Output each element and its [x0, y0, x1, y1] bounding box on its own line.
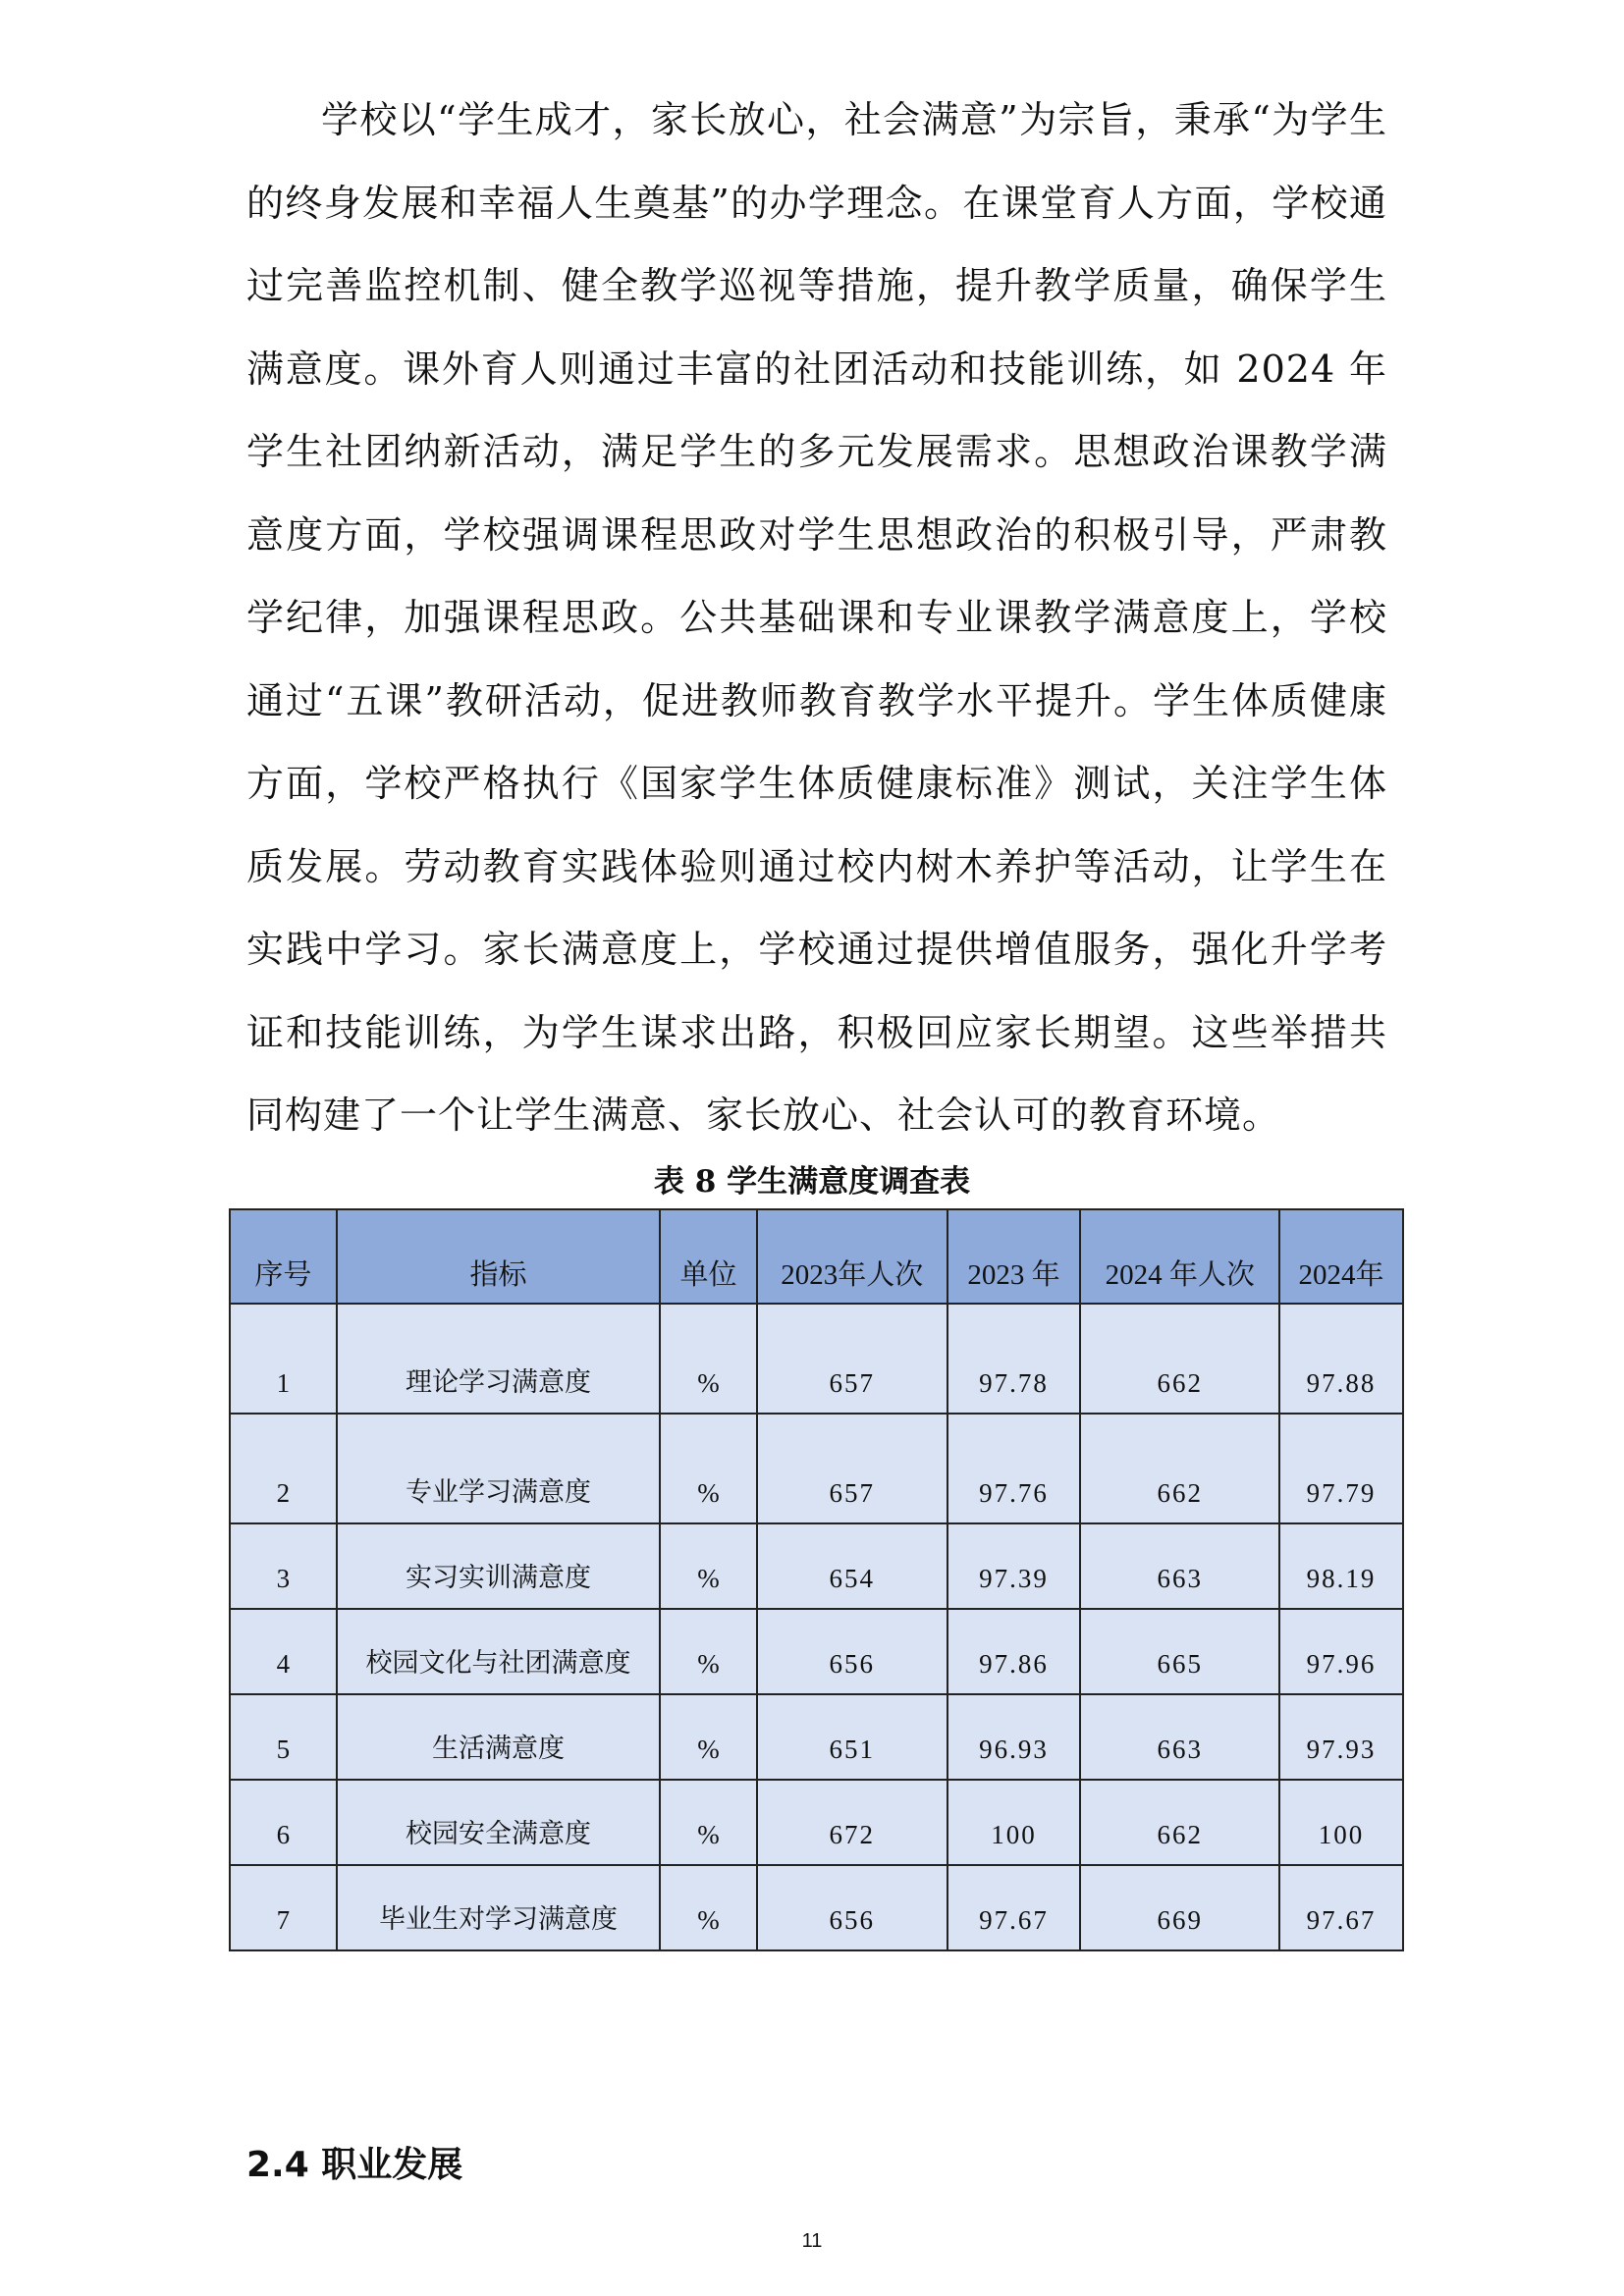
- cell-rate-2023: 97.39: [947, 1523, 1081, 1609]
- cell-indicator: 生活满意度: [337, 1694, 660, 1780]
- cell-rate-2023: 97.78: [947, 1304, 1081, 1414]
- table-row: [230, 1780, 1403, 1865]
- cell-count-2023: 672: [757, 1780, 947, 1865]
- satisfaction-table: [229, 1208, 1404, 1951]
- cell-rate-2023: 97.67: [947, 1865, 1081, 1950]
- cell-count-2023: 651: [757, 1694, 947, 1780]
- cell-rate-2023: 97.76: [947, 1414, 1081, 1523]
- cell-count-2024: 669: [1080, 1865, 1279, 1950]
- cell-unit: %: [660, 1414, 757, 1523]
- cell-count-2023: 657: [757, 1304, 947, 1414]
- table-header-row: [230, 1209, 1403, 1304]
- table-caption: 表 8 学生满意度调查表: [653, 1164, 971, 1200]
- cell-count-2023: 656: [757, 1865, 947, 1950]
- cell-no: 5: [230, 1694, 337, 1780]
- page-number: 11: [801, 2230, 823, 2252]
- cell-count-2024: 663: [1080, 1694, 1279, 1780]
- cell-count-2024: 663: [1080, 1523, 1279, 1609]
- cell-no: 6: [230, 1780, 337, 1865]
- header-unit: 单位: [660, 1209, 757, 1304]
- cell-indicator: 实习实训满意度: [337, 1523, 660, 1609]
- cell-rate-2024: 97.79: [1279, 1414, 1403, 1523]
- cell-count-2024: 662: [1080, 1304, 1279, 1414]
- header-count-2024: 2024 年人次: [1080, 1209, 1279, 1304]
- cell-count-2024: 662: [1080, 1414, 1279, 1523]
- cell-unit: %: [660, 1780, 757, 1865]
- cell-unit: %: [660, 1865, 757, 1950]
- table-row: [230, 1304, 1403, 1414]
- cell-unit: %: [660, 1694, 757, 1780]
- cell-indicator: 毕业生对学习满意度: [337, 1865, 660, 1950]
- cell-no: 2: [230, 1414, 337, 1523]
- body-paragraph: 学校以“学生成才，家长放心，社会满意”为宗旨，秉承“为学生的终身发展和幸福人生奠基”的办学理念。在课堂育人方面，学校通过完善监控机制、健全教学巡视等措施，提升教学质量，确保学生满意度。课外育人则通过丰富的社团活动和技能训练，如 2024 年学生社团纳新活动，满足学生的多元发展需求。思想政治课教学满意度方面，学校强调课程思政对学生思想政治的积极引导，严肃教学纪律，加强课程思政。公共基础课和专业课教学满意度上，学校通过“五课”教研活动，促进教师教育教学水平提升。学生体质健康方面，学校严格执行《国家学生体质健康标准》测试，关注学生体质发展。劳动教育实践体验则通过校内树木养护等活动，让学生在实践中学习。家长满意度上，学校通过提供增值服务，强化升学考证和技能训练，为学生谋求出路，积极回应家长期望。这些举措共同构建了一个让学生满意、家长放心、社会认可的教育环境。: [246, 98, 1387, 1137]
- cell-count-2023: 656: [757, 1609, 947, 1694]
- cell-rate-2024: 100: [1279, 1780, 1403, 1865]
- header-indicator: 指标: [337, 1209, 660, 1304]
- table-row: [230, 1865, 1403, 1950]
- header-rate-2024: 2024年: [1279, 1209, 1403, 1304]
- cell-indicator: 校园文化与社团满意度: [337, 1609, 660, 1694]
- cell-no: 1: [230, 1304, 337, 1414]
- cell-indicator: 校园安全满意度: [337, 1780, 660, 1865]
- cell-rate-2024: 97.67: [1279, 1865, 1403, 1950]
- cell-no: 3: [230, 1523, 337, 1609]
- cell-count-2024: 665: [1080, 1609, 1279, 1694]
- cell-count-2023: 657: [757, 1414, 947, 1523]
- table-row: [230, 1694, 1403, 1780]
- cell-rate-2023: 96.93: [947, 1694, 1081, 1780]
- cell-rate-2024: 97.93: [1279, 1694, 1403, 1780]
- cell-count-2024: 662: [1080, 1780, 1279, 1865]
- table-row: [230, 1523, 1403, 1609]
- cell-unit: %: [660, 1609, 757, 1694]
- cell-unit: %: [660, 1523, 757, 1609]
- cell-rate-2024: 97.96: [1279, 1609, 1403, 1694]
- cell-rate-2023: 100: [947, 1780, 1081, 1865]
- cell-indicator: 专业学习满意度: [337, 1414, 660, 1523]
- header-rate-2023: 2023 年: [947, 1209, 1081, 1304]
- cell-unit: %: [660, 1304, 757, 1414]
- header-no: 序号: [230, 1209, 337, 1304]
- cell-indicator: 理论学习满意度: [337, 1304, 660, 1414]
- header-count-2023: 2023年人次: [757, 1209, 947, 1304]
- cell-count-2023: 654: [757, 1523, 947, 1609]
- cell-rate-2023: 97.86: [947, 1609, 1081, 1694]
- cell-rate-2024: 98.19: [1279, 1523, 1403, 1609]
- section-heading: 2.4 职业发展: [246, 2145, 463, 2185]
- table-row: [230, 1609, 1403, 1694]
- cell-rate-2024: 97.88: [1279, 1304, 1403, 1414]
- cell-no: 4: [230, 1609, 337, 1694]
- cell-no: 7: [230, 1865, 337, 1950]
- table-row: [230, 1414, 1403, 1523]
